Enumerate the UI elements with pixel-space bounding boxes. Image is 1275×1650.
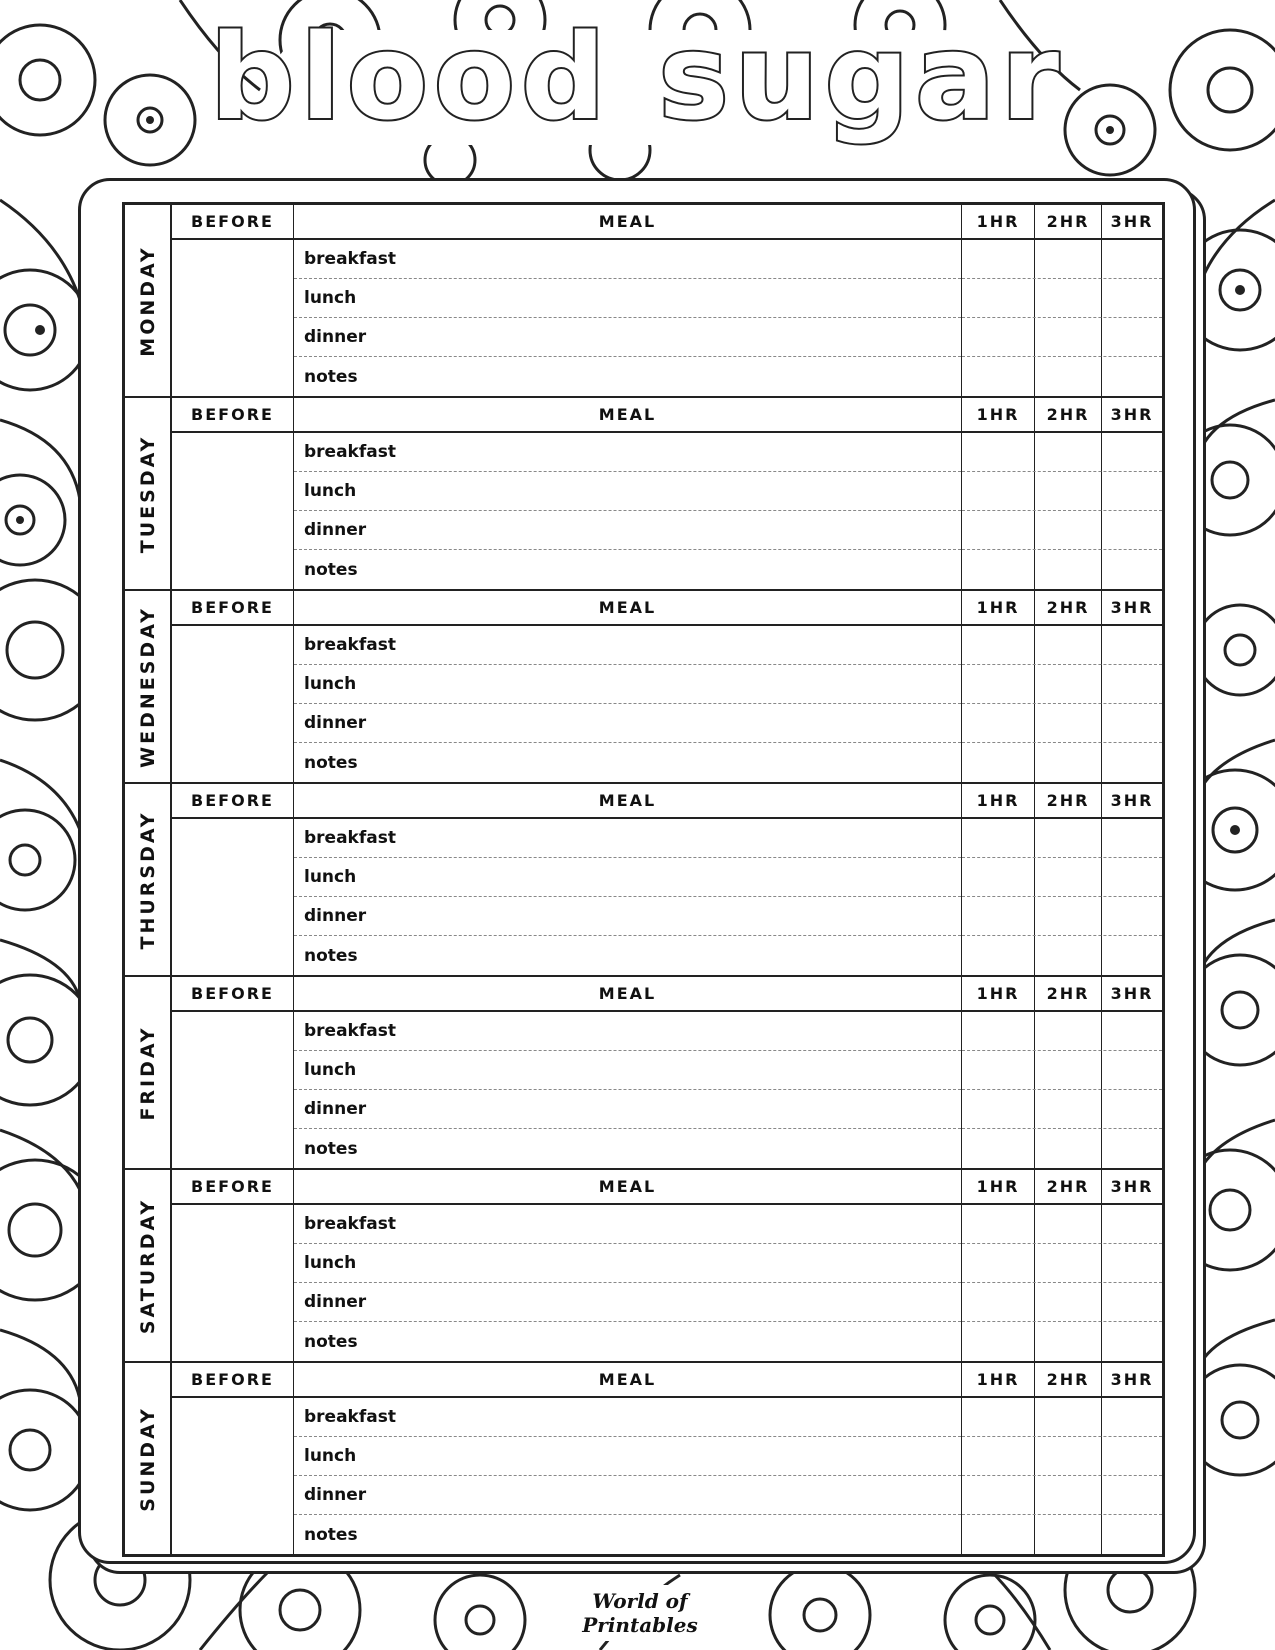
day-section-saturday [125,1170,1162,1363]
dinner-row[interactable]: dinner [294,1283,961,1322]
day-label-cell [125,591,172,782]
day-label-cell [125,205,172,396]
meal-lines [294,240,962,396]
2hr-header: 2HR [1035,205,1102,240]
meal-lines [294,819,962,975]
2hr-header: 2HR [1035,398,1102,433]
day-label: THURSDAY [136,809,159,950]
lunch-row[interactable]: lunch [294,858,961,897]
1hr-input-cell[interactable] [962,819,1035,975]
breakfast-row[interactable]: breakfast [294,1398,961,1437]
1hr-input-cell[interactable] [962,1205,1035,1361]
3hr-input-cell[interactable] [1102,433,1162,589]
3hr-header: 3HR [1102,977,1162,1012]
lunch-row[interactable]: lunch [294,1437,961,1476]
breakfast-row[interactable]: breakfast [294,433,961,472]
footer-logo: World of Printables [540,1585,740,1641]
notes-row[interactable]: notes [304,1524,358,1545]
day-section-monday [125,205,1162,398]
dinner-row[interactable]: dinner [294,1476,961,1515]
day-label-cell [125,398,172,589]
meal-header: MEAL [294,398,962,433]
3hr-header: 3HR [1102,205,1162,240]
dinner-row[interactable]: dinner [294,511,961,550]
before-header: BEFORE [172,1363,294,1398]
day-label: TUESDAY [136,434,159,553]
dinner-row[interactable]: dinner [294,318,961,357]
1hr-input-cell[interactable] [962,1012,1035,1168]
meal-header: MEAL [294,205,962,240]
lunch-row[interactable]: lunch [294,665,961,704]
3hr-header: 3HR [1102,1170,1162,1205]
notes-row[interactable]: notes [304,752,358,773]
page-title: blood sugar [209,8,1066,146]
2hr-header: 2HR [1035,977,1102,1012]
before-header: BEFORE [172,398,294,433]
notes-row[interactable]: notes [304,1331,358,1352]
1hr-header: 1HR [962,784,1035,819]
meal-header: MEAL [294,1170,962,1205]
1hr-input-cell[interactable] [962,626,1035,782]
3hr-input-cell[interactable] [1102,819,1162,975]
1hr-header: 1HR [962,591,1035,626]
meal-header: MEAL [294,591,962,626]
day-section-sunday [125,1363,1162,1554]
lunch-row[interactable]: lunch [294,1051,961,1090]
2hr-input-cell[interactable] [1035,819,1102,975]
meal-lines [294,1205,962,1361]
notes-row[interactable]: notes [304,559,358,580]
day-label: FRIDAY [136,1024,159,1121]
1hr-header: 1HR [962,398,1035,433]
3hr-input-cell[interactable] [1102,1205,1162,1361]
breakfast-row[interactable]: breakfast [294,1012,961,1051]
before-header: BEFORE [172,1170,294,1205]
day-label-cell [125,977,172,1168]
notes-row[interactable]: notes [304,366,358,387]
3hr-input-cell[interactable] [1102,1012,1162,1168]
before-header: BEFORE [172,591,294,626]
before-input-cell[interactable] [172,819,294,975]
meal-lines [294,1398,962,1554]
2hr-input-cell[interactable] [1035,1398,1102,1554]
notes-row[interactable]: notes [304,945,358,966]
3hr-input-cell[interactable] [1102,626,1162,782]
3hr-header: 3HR [1102,784,1162,819]
2hr-header: 2HR [1035,1170,1102,1205]
meal-lines [294,1012,962,1168]
dinner-row[interactable]: dinner [294,1090,961,1129]
blood-sugar-log-table [122,202,1165,1557]
day-label: SUNDAY [136,1405,159,1512]
day-section-tuesday [125,398,1162,591]
day-section-wednesday [125,591,1162,784]
before-header: BEFORE [172,977,294,1012]
3hr-header: 3HR [1102,1363,1162,1398]
2hr-header: 2HR [1035,591,1102,626]
1hr-header: 1HR [962,1170,1035,1205]
2hr-header: 2HR [1035,784,1102,819]
1hr-header: 1HR [962,1363,1035,1398]
before-input-cell[interactable] [172,1398,294,1554]
3hr-header: 3HR [1102,591,1162,626]
notes-row[interactable]: notes [304,1138,358,1159]
before-input-cell[interactable] [172,433,294,589]
meal-header: MEAL [294,977,962,1012]
2hr-input-cell[interactable] [1035,433,1102,589]
3hr-input-cell[interactable] [1102,240,1162,396]
before-input-cell[interactable] [172,240,294,396]
meal-header: MEAL [294,784,962,819]
day-label: SATURDAY [136,1197,159,1334]
breakfast-row[interactable]: breakfast [294,240,961,279]
lunch-row[interactable]: lunch [294,279,961,318]
breakfast-row[interactable]: breakfast [294,1205,961,1244]
dinner-row[interactable]: dinner [294,704,961,743]
lunch-row[interactable]: lunch [294,1244,961,1283]
day-label-cell [125,1170,172,1361]
2hr-input-cell[interactable] [1035,1205,1102,1361]
before-header: BEFORE [172,205,294,240]
2hr-input-cell[interactable] [1035,240,1102,396]
before-input-cell[interactable] [172,626,294,782]
day-section-thursday [125,784,1162,977]
before-header: BEFORE [172,784,294,819]
2hr-header: 2HR [1035,1363,1102,1398]
before-input-cell[interactable] [172,1012,294,1168]
dinner-row[interactable]: dinner [294,897,961,936]
day-label-cell [125,1363,172,1554]
2hr-input-cell[interactable] [1035,626,1102,782]
lunch-row[interactable]: lunch [294,472,961,511]
1hr-input-cell[interactable] [962,240,1035,396]
3hr-header: 3HR [1102,398,1162,433]
breakfast-row[interactable]: breakfast [294,626,961,665]
before-input-cell[interactable] [172,1205,294,1361]
day-label: MONDAY [136,244,159,357]
breakfast-row[interactable]: breakfast [294,819,961,858]
1hr-input-cell[interactable] [962,433,1035,589]
1hr-header: 1HR [962,205,1035,240]
day-label: WEDNESDAY [136,605,159,768]
2hr-input-cell[interactable] [1035,1012,1102,1168]
day-section-friday [125,977,1162,1170]
1hr-input-cell[interactable] [962,1398,1035,1554]
3hr-input-cell[interactable] [1102,1398,1162,1554]
day-label-cell [125,784,172,975]
meal-lines [294,626,962,782]
meal-header: MEAL [294,1363,962,1398]
meal-lines [294,433,962,589]
1hr-header: 1HR [962,977,1035,1012]
